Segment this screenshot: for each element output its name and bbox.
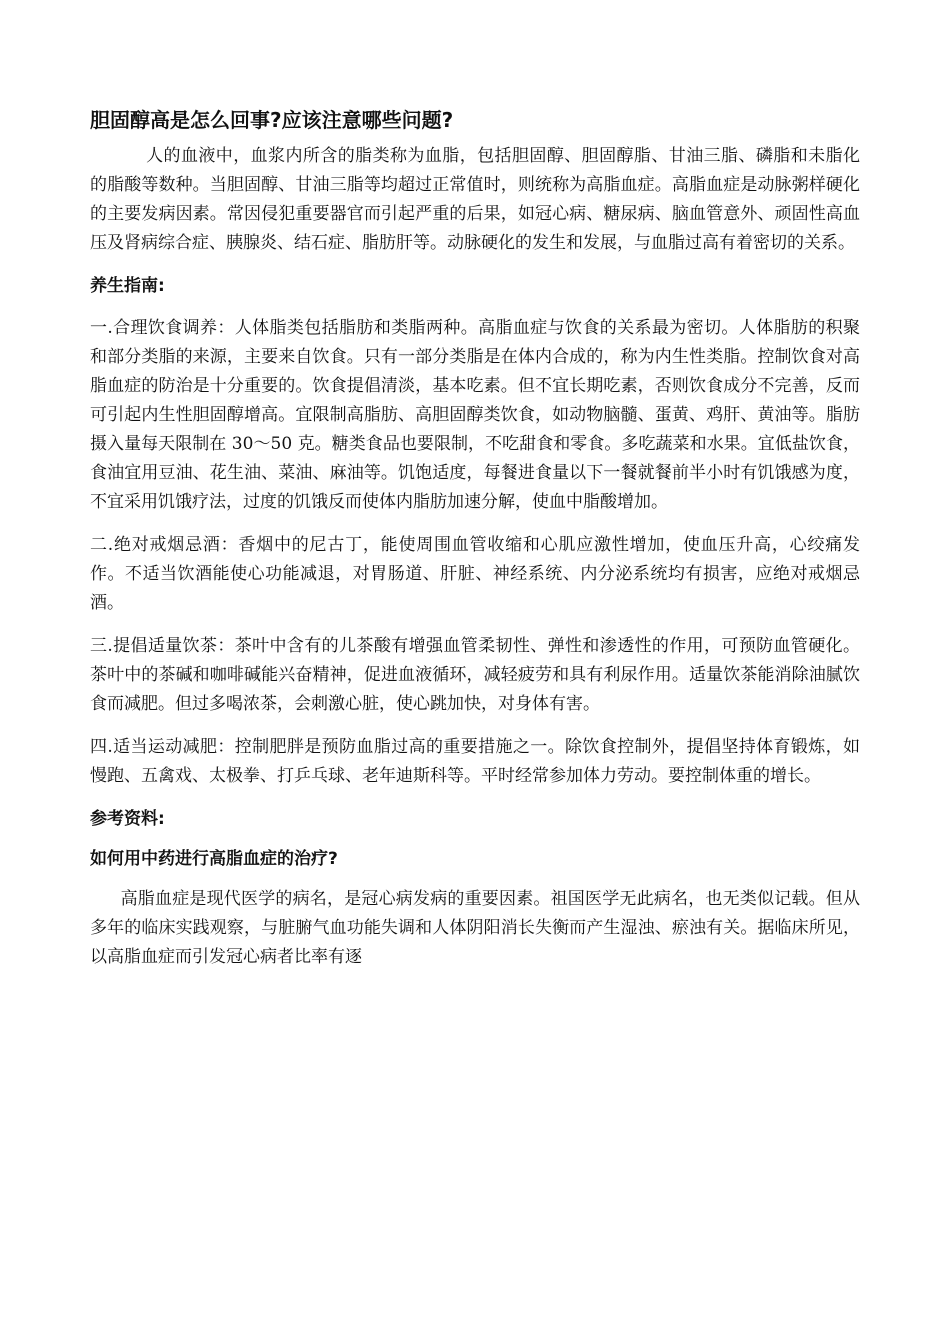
guide-item-exercise: 四.适当运动减肥：控制肥胖是预防血脂过高的重要措施之一。除饮食控制外，提倡坚持体育锻炼，如慢跑、五禽戏、太极拳、打乒乓球、老年迪斯科等。平时经常参加体力劳动。要控制体重的增长。	[90, 737, 860, 786]
reference-heading: 参考资料:	[90, 809, 165, 829]
reference-paragraph: 高脂血症是现代医学的病名，是冠心病发病的重要因素。祖国医学无此病名，也无类似记载。但从多年的临床实践观察，与脏腑气血功能失调和人体阴阳消长失衡而产生湿浊、瘀浊有关。据临床所见，以高脂血症而引发冠心病者比率有逐	[90, 889, 860, 967]
guide-item-tea: 三.提倡适量饮茶：茶叶中含有的儿茶酸有增强血管柔韧性、弹性和渗透性的作用，可预防血管硬化。茶叶中的茶碱和咖啡碱能兴奋精神，促进血液循环，减轻疲劳和具有利尿作用。适量饮茶能消除油腻饮食而减肥。但过多喝浓茶，会刺激心脏，使心跳加快，对身体有害。	[90, 636, 860, 714]
document-title: 胆固醇高是怎么回事?应该注意哪些问题?	[90, 108, 454, 132]
guide-item-diet: 一.合理饮食调养：人体脂类包括脂肪和类脂两种。高脂血症与饮食的关系最为密切。人体脂肪的积聚和部分类脂的来源，主要来自饮食。只有一部分类脂是在体内合成的，称为内生性类脂。控制饮食对高脂血症的防治是十分重要的。饮食提倡清淡，基本吃素。但不宜长期吃素，否则饮食成分不完善，反而可引起内生性胆固醇增高。宜限制高脂肪、高胆固醇类饮食，如动物脑髓、蛋黄、鸡肝、黄油等。脂肪摄入量每天限制在 30～50 克。糖类食品也要限制，不吃甜食和零食。多吃蔬菜和水果。宜低盐饮食，食油宜用豆油、花生油、菜油、麻油等。饥饱适度，每餐进食量以下一餐就餐前半小时有饥饿感为度，不宜采用饥饿疗法，过度的饥饿反而使体内脂肪加速分解，使血中脂酸增加。	[90, 318, 860, 512]
intro-paragraph: 人的血液中，血浆内所含的脂类称为血脂，包括胆固醇、胆固醇脂、甘油三脂、磷脂和未脂化的脂酸等数种。当胆固醇、甘油三脂等均超过正常值时，则统称为高脂血症。高脂血症是动脉粥样硬化的主要发病因素。常因侵犯重要器官而引起严重的后果，如冠心病、糖尿病、脑血管意外、顽固性高血压及肾病综合症、胰腺炎、结石症、脂肪肝等。动脉硬化的发生和发展，与血脂过高有着密切的关系。	[90, 146, 860, 253]
guide-heading: 养生指南:	[90, 276, 165, 296]
document-page	[90, 104, 860, 972]
guide-item-smoking: 二.绝对戒烟忌酒：香烟中的尼古丁，能使周围血管收缩和心肌应激性增加，使血压升高，心绞痛发作。不适当饮酒能使心功能减退，对胃肠道、肝脏、神经系统、内分泌系统均有损害，应绝对戒烟忌酒。	[90, 535, 860, 613]
reference-title: 如何用中药进行高脂血症的治疗?	[90, 849, 338, 869]
